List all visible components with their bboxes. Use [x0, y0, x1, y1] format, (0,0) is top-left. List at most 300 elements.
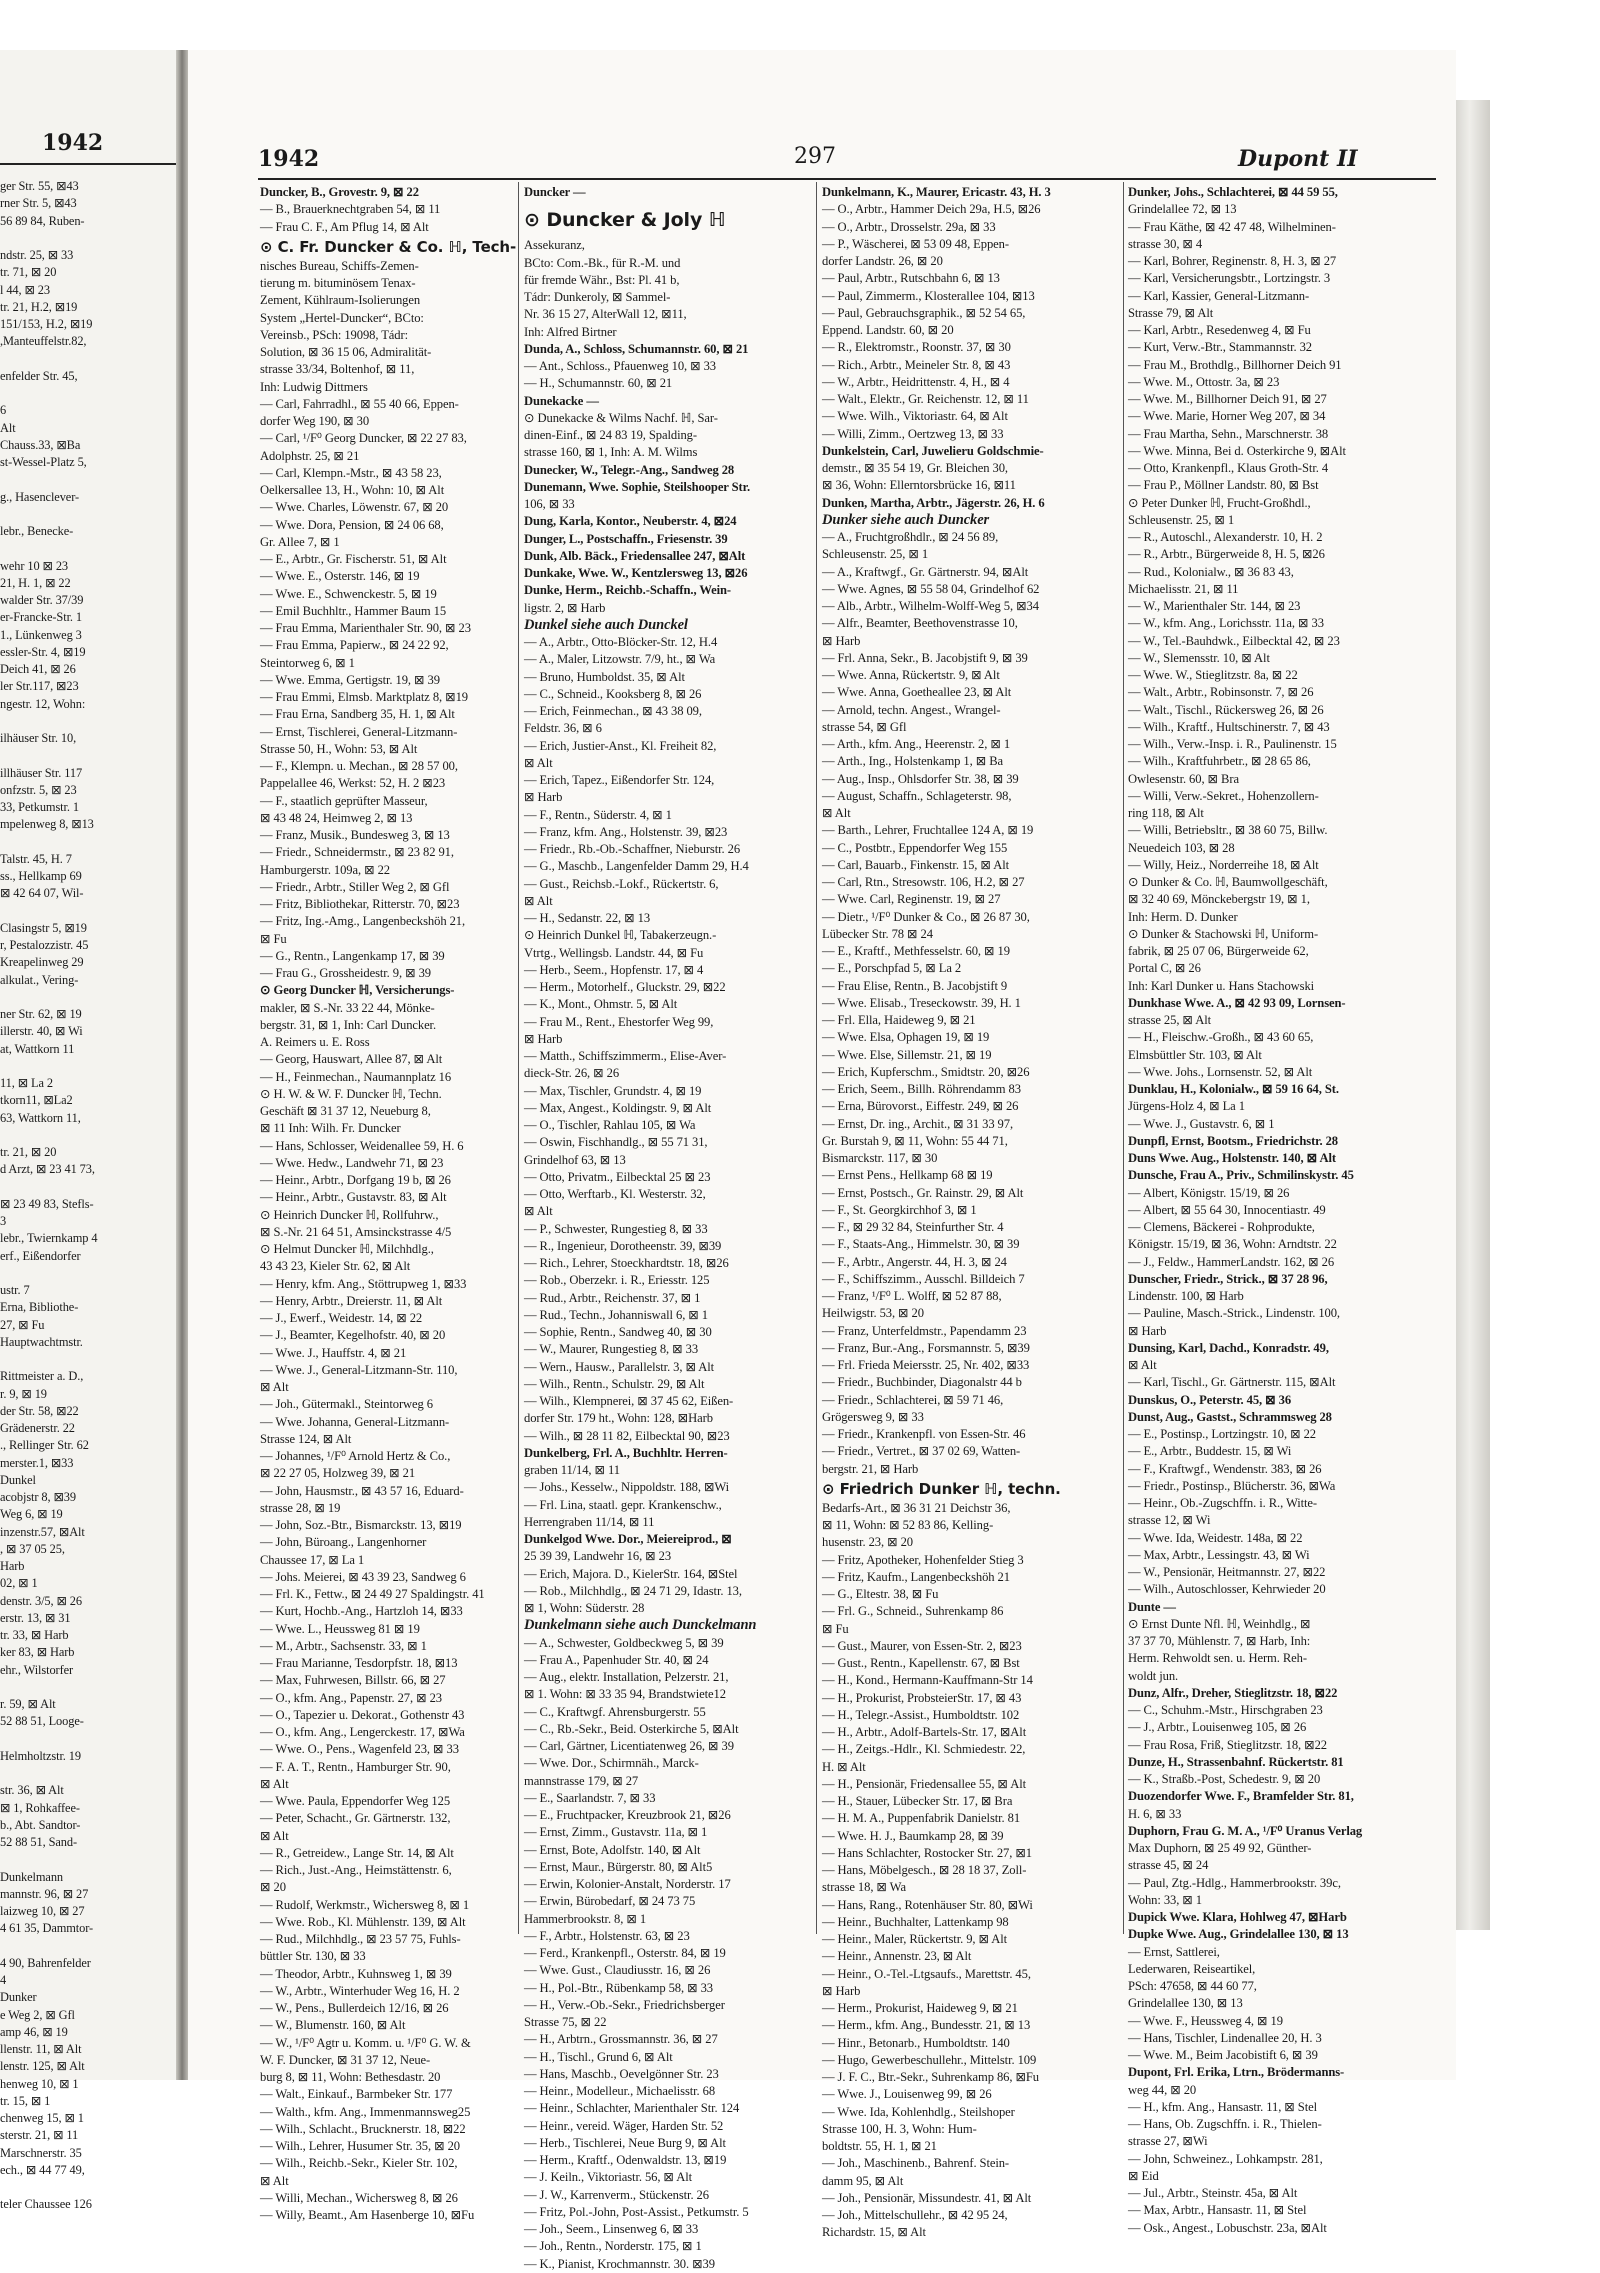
- left-page-line: Helmholtzstr. 19: [0, 1748, 81, 1763]
- directory-entry: Elmsbüttler Str. 103, ⊠ Alt: [1128, 1047, 1262, 1062]
- directory-entry: — Frau Martha, Sehn., Marschnerstr. 38: [1128, 426, 1329, 441]
- directory-entry: System „Hertel-Duncker“, BCto:: [260, 310, 424, 325]
- left-page-line: [0, 1679, 172, 1696]
- directory-entry: Bedarfs-Art., ⊠ 36 31 21 Deichstr 36,: [822, 1500, 1011, 1515]
- directory-entry-head: ⊙ Georg Duncker ℍ, Versicherungs-: [260, 983, 455, 998]
- directory-entry: — J. F. C., Btr.-Sekr., Suhrenkamp 86, ⊠Fu: [822, 2070, 1040, 2084]
- directory-entry: — Dietr., ¹/F⁰ Dunker & Co., ⊠ 26 87 30,: [822, 909, 1030, 924]
- directory-entry: nisches Bureau, Schiffs-Zemen-: [260, 258, 419, 273]
- left-page-line: ndstr. 25, ⊠ 33: [0, 248, 74, 262]
- directory-entry: ⊠ Alt: [822, 806, 851, 820]
- directory-entry: — Otto, Werftarb., Kl. Westerstr. 32,: [524, 1187, 706, 1201]
- left-page-line: Weg 6, ⊠ 19: [0, 1507, 63, 1522]
- directory-entry: — John, Schweinez., Lohkampstr. 281,: [1128, 2151, 1323, 2166]
- directory-entry-head: ⊙ Duncker & Joly ℍ: [524, 209, 726, 232]
- left-page-line: Grädenerstr. 22: [0, 1421, 75, 1435]
- left-page-line: laizweg 10, ⊠ 27: [0, 1904, 85, 1918]
- directory-entry: — Willi, Zimm., Oertzweg 13, ⊠ 33: [822, 426, 1004, 441]
- directory-entry: — Gust., Reichsb.-Lokf., Rückertstr. 6,: [524, 876, 719, 891]
- directory-entry-head: Duozendorfer Wwe. F., Bramfelder Str. 81,: [1128, 1789, 1354, 1804]
- directory-entry: — Friedr., Buchbinder, Diagonalstr 44 b: [822, 1375, 1022, 1390]
- directory-entry: ⊙ Dunekacke & Wilms Nachf. ℍ, Sar-: [524, 410, 718, 425]
- directory-entry: — Rich., Arbtr., Meineler Str. 8, ⊠ 43: [822, 357, 1011, 372]
- directory-entry: ⊠ Alt: [524, 893, 553, 908]
- directory-entry: Assekuranz,: [524, 238, 585, 253]
- left-page-line: lebr., Twiernkamp 4: [0, 1231, 98, 1246]
- directory-entry: — Hans, Ob. Zugschffn. i. R., Thielen-: [1128, 2117, 1322, 2131]
- directory-entry-head: Dunekacke —: [524, 393, 599, 408]
- running-title: Dupont II: [1238, 146, 1358, 172]
- left-page-line: 33, Petkumstr. 1: [0, 800, 79, 814]
- directory-entry: — B., Brauerknechtgraben 54, ⊠ 11: [260, 202, 441, 217]
- directory-entry: — Wwe. E., Schwenckestr. 5, ⊠ 19: [260, 586, 437, 601]
- left-page-line: 52 88 51, Looge-: [0, 1714, 84, 1729]
- directory-entry: — Frau Käthe, ⊠ 42 47 48, Wilhelminen-: [1128, 219, 1336, 234]
- directory-entry: ⊠ S.-Nr. 21 64 51, Amsinckstrasse 4/5: [260, 1224, 452, 1239]
- left-page-line: at, Wattkorn 11: [0, 1041, 75, 1056]
- directory-entry: — W., ¹/F⁰ Agtr u. Komm. u. ¹/F⁰ G. W. &: [260, 2035, 471, 2050]
- directory-entry-head: Dupick Wwe. Klara, Hohlweg 47, ⊠Harb: [1128, 1910, 1347, 1924]
- left-page-line: illhäuser Str. 117: [0, 765, 83, 780]
- directory-entry: — J., Feldw., HammerLandstr. 162, ⊠ 26: [1128, 1254, 1335, 1269]
- directory-entry: — Ernst, Postsch., Gr. Rainstr. 29, ⊠ Alt: [822, 1185, 1024, 1200]
- directory-entry: — Joh., Seem., Linsenweg 6, ⊠ 33: [524, 2222, 699, 2236]
- directory-entry: Max Duphorn, ⊠ 25 49 92, Günther-: [1128, 1841, 1312, 1855]
- directory-entry: dorfer Weg 190, ⊠ 30: [260, 414, 370, 428]
- directory-entry: Grindelallee 130, ⊠ 13: [1128, 1996, 1243, 2011]
- directory-entry-head: ⊙ Friedrich Dunker ℍ, techn.: [822, 1479, 1061, 1498]
- directory-entry: — Kurt, Hochb.-Ang., Hartzloh 14, ⊠33: [260, 1604, 463, 1619]
- left-page-line: teler Chaussee 126: [0, 2197, 92, 2212]
- directory-entry-head: Dunze, H., Strassenbahnf. Rückertstr. 81: [1128, 1754, 1344, 1769]
- directory-entry: — F., staatlich geprüfter Masseur,: [260, 793, 428, 808]
- directory-entry: demstr., ⊠ 35 54 19, Gr. Bleichen 30,: [822, 461, 1008, 475]
- left-page-line: ler Str.117, ⊠23: [0, 679, 79, 694]
- directory-entry: Strasse 50, H., Wohn: 53, ⊠ Alt: [260, 741, 418, 756]
- left-page-line: [0, 1851, 172, 1868]
- column-divider-1: [518, 182, 519, 1934]
- directory-entry-head: Dunkhase Wwe. A., ⊠ 42 93 09, Lornsen-: [1128, 995, 1346, 1010]
- directory-entry: — Wwe. Carl, Reginenstr. 19, ⊠ 27: [822, 892, 1001, 907]
- left-page-line: g., Hasenclever-: [0, 489, 79, 504]
- directory-entry: Steintorweg 6, ⊠ 1: [260, 655, 355, 670]
- directory-entry: — Frl. K., Fettw., ⊠ 24 49 27 Spaldingstr. 41: [260, 1587, 485, 1601]
- directory-entry: — Wwe. O., Pens., Wagenfeld 23, ⊠ 33: [260, 1742, 459, 1757]
- directory-entry: — H., Prokurist, ProbsteierStr. 17, ⊠ 43: [822, 1690, 1022, 1705]
- directory-entry: — Wwe. F., Heussweg 4, ⊠ 19: [1128, 2013, 1283, 2028]
- column-divider-2: [816, 182, 817, 1934]
- directory-entry: Strasse 75, ⊠ 22: [524, 2015, 607, 2029]
- directory-entry: — Wwe. H. J., Baumkamp 28, ⊠ 39: [822, 1828, 1004, 1843]
- directory-entry: — Walt., Arbtr., Robinsonstr. 7, ⊠ 26: [1128, 685, 1314, 700]
- directory-entry: — Max, Arbtr., Lessingstr. 43, ⊠ Wi: [1128, 1547, 1310, 1562]
- directory-entry: — Frau P., Möllner Landstr. 80, ⊠ Bst: [1128, 478, 1319, 493]
- surname-heading: Dunker siehe auch Duncker: [822, 511, 990, 528]
- left-page-line: r. 9, ⊠ 19: [0, 1386, 47, 1401]
- directory-entry: — Emil Buchhltr., Hammer Baum 15: [260, 603, 447, 618]
- directory-column-3: [822, 184, 1120, 2242]
- left-page-line: Dunkelmann: [0, 1869, 64, 1884]
- directory-entry-head: Dupke Wwe. Aug., Grindelallee 130, ⊠ 13: [1128, 1927, 1349, 1942]
- directory-entry: — John, Soz.-Btr., Bismarckstr. 13, ⊠19: [260, 1518, 462, 1532]
- directory-entry: — Wwe. Agnes, ⊠ 55 58 04, Grindelhof 62: [822, 581, 1040, 596]
- left-page-line: Rittmeister a. D.,: [0, 1369, 84, 1384]
- directory-entry: — Erna, Bürovorst., Eiffestr. 249, ⊠ 26: [822, 1099, 1019, 1114]
- directory-entry: — Ferd., Krankenpfl., Osterstr. 84, ⊠ 19: [524, 1946, 726, 1960]
- directory-entry: — Wilh., Klempnerei, ⊠ 37 45 62, Eißen-: [524, 1394, 734, 1408]
- directory-entry-head: Dunsing, Karl, Dachd., Konradstr. 49,: [1128, 1340, 1329, 1355]
- directory-entry: — Wwe. E., Osterstr. 146, ⊠ 19: [260, 569, 420, 584]
- directory-entry: — Wwe. J., Gustavstr. 6, ⊠ 1: [1128, 1116, 1275, 1131]
- directory-entry: — Frl. Ella, Haideweg 9, ⊠ 21: [822, 1013, 976, 1027]
- directory-entry: strasse 45, ⊠ 24: [1128, 1858, 1209, 1873]
- directory-entry-head: Duncker, B., Grovestr. 9, ⊠ 22: [260, 185, 419, 199]
- directory-entry-head: Dunecker, W., Telegr.-Ang., Sandweg 28: [524, 462, 735, 477]
- directory-entry: — Gust., Rentn., Kapellenstr. 67, ⊠ Bst: [822, 1656, 1020, 1670]
- directory-entry: — Erich, Justier-Anst., Kl. Freiheit 82,: [524, 738, 717, 753]
- directory-entry: — Karl, Tischl., Gr. Gärtnerstr. 115, ⊠Alt: [1128, 1375, 1336, 1390]
- left-page-line: 1., Lünkenweg 3: [0, 627, 82, 642]
- directory-entry: — Wwe. Anna, Rückertstr. 9, ⊠ Alt: [822, 668, 1000, 682]
- directory-entry: — Walt., Tischl., Rückersweg 26, ⊠ 26: [1128, 702, 1324, 717]
- directory-entry-head: Dunker, Johs., Schlachterei, ⊠ 44 59 55,: [1128, 185, 1338, 199]
- directory-entry: Owlesenstr. 60, ⊠ Bra: [1128, 771, 1239, 786]
- directory-entry: — Wwe. M., Ottostr. 3a, ⊠ 23: [1128, 374, 1280, 389]
- directory-entry: — F., ⊠ 29 32 84, Steinfurther Str. 4: [822, 1220, 1004, 1234]
- directory-entry: boldtstr. 55, H. 1, ⊠ 21: [822, 2139, 937, 2153]
- directory-entry: ⊠ Harb: [524, 790, 563, 805]
- directory-entry: — E., Kraftf., Methfesselstr. 60, ⊠ 19: [822, 944, 1010, 958]
- directory-entry: ⊙ Heinrich Duncker ℍ, Rollfuhrw.,: [260, 1207, 439, 1222]
- directory-entry: H. ⊠ Alt: [822, 1759, 866, 1774]
- directory-entry: — G., Maschb., Langenfelder Damm 29, H.4: [524, 859, 749, 874]
- directory-entry: — H., Sedanstr. 22, ⊠ 13: [524, 911, 651, 925]
- directory-entry: — O., kfm. Ang., Papenstr. 27, ⊠ 23: [260, 1690, 442, 1705]
- directory-entry: — W., Maurer, Rungestieg 8, ⊠ 33: [524, 1342, 699, 1357]
- directory-entry: Vtrtg., Wellingsb. Landstr. 44, ⊠ Fu: [524, 945, 704, 960]
- directory-entry-head: Dunk, Alb. Bäck., Friedensallee 247, ⊠Alt: [524, 548, 746, 563]
- directory-entry: dinen-Einf., ⊠ 24 83 19, Spalding-: [524, 428, 697, 442]
- directory-entry: — Johannes, ¹/F⁰ Arnold Hertz & Co.,: [260, 1449, 451, 1463]
- left-page-line: alkulat., Vering-: [0, 972, 79, 987]
- left-page-line: 6: [0, 403, 7, 418]
- directory-entry: — Carl, Rtn., Stresowstr. 106, H.2, ⊠ 27: [822, 875, 1025, 889]
- left-page-line: amp 46, ⊠ 19: [0, 2024, 68, 2039]
- left-page-line: Hauptwachtmstr.: [0, 1334, 83, 1349]
- directory-entry: — P., Wäscherei, ⊠ 53 09 48, Eppen-: [822, 236, 1009, 251]
- left-page-line: [0, 1179, 172, 1196]
- directory-entry: — Paul, Arbtr., Rutschbahn 6, ⊠ 13: [822, 271, 1000, 286]
- directory-entry: ⊙ Dunker & Co. ℍ, Baumwollgeschäft,: [1128, 875, 1328, 889]
- directory-entry: strasse 160, ⊠ 1, Inh: A. M. Wilms: [524, 445, 698, 460]
- directory-entry: — O., Tischler, Rahlau 105, ⊠ Wa: [524, 1118, 696, 1132]
- directory-entry: ⊠ Harb: [1128, 1323, 1167, 1338]
- directory-entry: Strasse 100, H. 3, Wohn: Hum-: [822, 2121, 977, 2136]
- directory-entry: burg 8, ⊠ 11, Wohn: Bethesdastr. 20: [260, 2070, 441, 2084]
- directory-entry: — Wilh., Kraftf., Hultschinerstr. 7, ⊠ 43: [1128, 719, 1330, 734]
- directory-entry: — Frau Erna, Sandberg 35, H. 1, ⊠ Alt: [260, 707, 455, 722]
- directory-entry: Strasse 124, ⊠ Alt: [260, 1431, 352, 1446]
- directory-entry: — F., St. Georgkirchhof 3, ⊠ 1: [822, 1202, 977, 1217]
- directory-entry-head: ⊙ C. Fr. Duncker & Co. ℍ, Tech-: [260, 237, 517, 256]
- directory-entry: ⊠ Alt: [260, 2173, 289, 2188]
- directory-entry: — Wwe. Else, Sillemstr. 21, ⊠ 19: [822, 1047, 992, 1062]
- directory-entry: Geschäft ⊠ 31 37 12, Neueburg 8,: [260, 1104, 431, 1118]
- directory-entry: ⊠ Alt: [524, 1204, 553, 1219]
- directory-entry: — W., Blumenstr. 160, ⊠ Alt: [260, 2018, 406, 2033]
- directory-entry: — O., Arbtr., Drosselstr. 29a, ⊠ 33: [822, 219, 996, 234]
- directory-entry: — Rich., Just.-Ang., Heimstättenstr. 6,: [260, 1863, 452, 1877]
- directory-entry-head: Duns Wwe. Aug., Holstenstr. 140, ⊠ Alt: [1128, 1151, 1336, 1165]
- left-page-line: walder Str. 37/39: [0, 593, 84, 607]
- directory-entry: — Erich, Feinmechan., ⊠ 43 38 09,: [524, 704, 702, 718]
- directory-entry: — C., Postbtr., Eppendorfer Weg 155: [822, 840, 1008, 855]
- directory-entry: — E., Saarlandstr. 7, ⊠ 33: [524, 1790, 656, 1805]
- directory-entry: — Erwin, Bürobedarf, ⊠ 24 73 75: [524, 1894, 696, 1909]
- directory-entry: Strasse 79, ⊠ Alt: [1128, 305, 1214, 320]
- directory-entry: — Carl, Klempn.-Mstr., ⊠ 43 58 23,: [260, 465, 442, 480]
- directory-entry: — Herb., Seem., Hopfenstr. 17, ⊠ 4: [524, 962, 704, 977]
- directory-entry: W. F. Duncker, ⊠ 31 37 12, Neue-: [260, 2052, 431, 2067]
- directory-entry: — Friedr., Schlachterei, ⊠ 59 71 46,: [822, 1392, 1004, 1407]
- directory-entry: ⊠ 22 27 05, Holzweg 39, ⊠ 21: [260, 1466, 416, 1481]
- directory-entry: — Carl, ¹/F⁰ Georg Duncker, ⊠ 22 27 83,: [260, 431, 467, 446]
- directory-entry-head: Dunemann, Wwe. Sophie, Steilshooper Str.: [524, 479, 750, 494]
- directory-entry: Heilwigstr. 53, ⊠ 20: [822, 1306, 924, 1321]
- left-page-line: tr. 15, ⊠ 1: [0, 2093, 51, 2108]
- directory-entry: 43 43 23, Kieler Str. 62, ⊠ Alt: [260, 1259, 411, 1274]
- directory-entry: — Erich, Tapez., Eißendorfer Str. 124,: [524, 773, 715, 787]
- directory-entry: ⊠ 43 48 24, Heimweg 2, ⊠ 13: [260, 810, 413, 825]
- directory-entry: — Karl, Versicherungsbtr., Lortzingstr. 3: [1128, 271, 1331, 286]
- directory-entry: — Paul, Gebrauchsgraphik., ⊠ 52 54 65,: [822, 305, 1026, 320]
- directory-entry: — Frau Emma, Marienthaler Str. 90, ⊠ 23: [260, 621, 471, 635]
- directory-entry: ⊙ Heinrich Dunkel ℍ, Tabakerzeugn.-: [524, 928, 717, 943]
- directory-entry: — Rich., Lehrer, Stoeckhardtstr. 18, ⊠26: [524, 1256, 729, 1270]
- directory-entry: — Frau A., Papenhuder Str. 40, ⊠ 24: [524, 1652, 709, 1667]
- directory-column-2: [524, 184, 812, 2273]
- directory-entry: strasse 25, ⊠ Alt: [1128, 1013, 1212, 1027]
- left-page-line: 27, ⊠ Fu: [0, 1317, 45, 1332]
- directory-entry: — G., Eltestr. 38, ⊠ Fu: [822, 1587, 939, 1601]
- left-page-line: ker 83, ⊠ Harb: [0, 1645, 75, 1660]
- directory-entry: — Wilh., Verw.-Insp. i. R., Paulinenstr. 15: [1128, 737, 1337, 751]
- directory-entry: — Hinr., Betonarb., Humboldtstr. 140: [822, 2035, 1010, 2050]
- directory-entry: ⊠ Alt: [260, 1828, 289, 1843]
- left-page-line: essler-Str. 4, ⊠19: [0, 644, 86, 659]
- left-page-line: acobjstr 8, ⊠39: [0, 1490, 76, 1504]
- directory-entry: — Henry, kfm. Ang., Stöttrupweg 1, ⊠33: [260, 1276, 467, 1291]
- left-page-line: 11, ⊠ La 2: [0, 1076, 53, 1090]
- left-page-header-rule: [0, 163, 176, 165]
- directory-entry: — W., Tel.-Bauhdwk., Eilbecktal 42, ⊠ 23: [1128, 633, 1340, 648]
- directory-entry: 106, ⊠ 33: [524, 497, 575, 511]
- left-page-line: ner Str. 62, ⊠ 19: [0, 1007, 82, 1021]
- directory-entry: Schleusenstr. 25, ⊠ 1: [1128, 512, 1235, 527]
- directory-entry: — Franz, Bur.-Ang., Forsmannstr. 5, ⊠39: [822, 1340, 1030, 1355]
- left-page-line: denstr. 3/5, ⊠ 26: [0, 1593, 82, 1608]
- directory-entry-head: Dunkelgod Wwe. Dor., Meiereiprod., ⊠: [524, 1532, 732, 1546]
- directory-entry: — W., Pens., Bullerdeich 12/16, ⊠ 26: [260, 2001, 449, 2015]
- left-page-line: llenstr. 11, ⊠ Alt: [0, 2042, 82, 2056]
- left-page-column: [0, 178, 172, 2214]
- directory-entry: — Albert, ⊠ 55 64 30, Innocentiastr. 49: [1128, 1202, 1326, 1217]
- directory-entry: — Frl. Frieda Meiersstr. 25, Nr. 402, ⊠33: [822, 1358, 1030, 1372]
- directory-entry: — Gust., Maurer, von Essen-Str. 2, ⊠23: [822, 1638, 1022, 1653]
- left-page-line: st-Wessel-Platz 5,: [0, 455, 87, 469]
- directory-entry: — H., Feinmechan., Naumannplatz 16: [260, 1069, 452, 1084]
- directory-entry: — A., Fruchtgroßhdlr., ⊠ 24 56 89,: [822, 530, 999, 544]
- directory-entry: — F., Schiffszimm., Ausschl. Billdeich 7: [822, 1271, 1025, 1286]
- directory-entry: — Frl. G., Schneid., Suhrenkamp 86: [822, 1604, 1004, 1619]
- directory-entry: — H., Zeitgs.-Hdlr., Kl. Schmiedestr. 22,: [822, 1742, 1026, 1757]
- directory-entry: — Karl, Bohrer, Reginenstr. 8, H. 3, ⊠ 27: [1128, 254, 1337, 268]
- directory-entry: Gr. Allee 7, ⊠ 1: [260, 534, 340, 549]
- directory-entry: fabrik, ⊠ 25 07 06, Bürgerweide 62,: [1128, 944, 1309, 958]
- directory-entry: — Wilh., Lehrer, Husumer Str. 35, ⊠ 20: [260, 2139, 460, 2153]
- directory-entry: — A., Kraftwgf., Gr. Gärtnerstr. 94, ⊠Alt: [822, 564, 1029, 579]
- directory-entry: — Clemens, Bäckerei - Rohprodukte,: [1128, 1220, 1315, 1234]
- directory-entry-head: Dunda, A., Schloss, Schumannstr. 60, ⊠ 21: [524, 341, 749, 356]
- directory-entry: — H., Schumannstr. 60, ⊠ 21: [524, 376, 673, 391]
- directory-entry: — Frau Elise, Rentn., B. Jacobjstift 9: [822, 978, 1008, 993]
- directory-entry: — H., Arbtrn., Grossmannstr. 36, ⊠ 27: [524, 2032, 718, 2047]
- directory-entry: — Heinr., Schlachter, Marienthaler Str. 124: [524, 2101, 740, 2116]
- directory-entry: — Wilh., Reichb.-Sekr., Kieler Str. 102,: [260, 2156, 458, 2171]
- directory-entry: — C., Schuhm.-Mstr., Hirschgraben 23: [1128, 1703, 1323, 1717]
- left-page-line: ech., ⊠ 44 77 49,: [0, 2162, 85, 2177]
- directory-entry: — J. W., Karrenverm., Stückenstr. 26: [524, 2187, 709, 2202]
- directory-entry: — Carl, Gärtner, Licentiatenweg 26, ⊠ 39: [524, 1739, 734, 1753]
- directory-entry: — Joh., Mittelschullehr., ⊠ 42 95 24,: [822, 2208, 1008, 2222]
- directory-entry: Lederwaren, Reiseartikel,: [1128, 1961, 1256, 1976]
- directory-entry: — Wwe. Marie, Horner Weg 207, ⊠ 34: [1128, 409, 1326, 424]
- directory-entry: — Hans, Tischler, Lindenallee 20, H. 3: [1128, 2030, 1322, 2045]
- left-page-line: Kreapelinweg 29: [0, 955, 84, 970]
- directory-entry: ⊠ Fu: [260, 931, 287, 946]
- directory-entry: — Heinr., Arbtr., Dorfgang 19 b, ⊠ 26: [260, 1173, 451, 1187]
- left-page-line: ehr., Wilstorfer: [0, 1662, 74, 1677]
- directory-entry: — M., Arbtr., Sachsenstr. 33, ⊠ 1: [260, 1638, 427, 1653]
- directory-entry: — W., Marienthaler Str. 144, ⊠ 23: [1128, 599, 1301, 613]
- directory-entry: — Wwe. J., General-Litzmann-Str. 110,: [260, 1362, 458, 1377]
- directory-entry: — F., Arbtr., Holstenstr. 63, ⊠ 23: [524, 1928, 690, 1943]
- directory-entry: — Wwe. J., Hauffstr. 4, ⊠ 21: [260, 1345, 407, 1360]
- directory-entry: dorfer Str. 179 ht., Wohn: 128, ⊠Harb: [524, 1411, 713, 1426]
- directory-entry: büttler Str. 130, ⊠ 33: [260, 1949, 366, 1964]
- left-page-line: 151/153, H.2, ⊠19: [0, 317, 93, 331]
- directory-entry: ⊠ 11, Wohn: ⊠ 52 83 86, Kelling-: [822, 1518, 994, 1532]
- left-page-line: rner Str. 5, ⊠43: [0, 196, 77, 211]
- directory-entry: — Hans, Maschb., Oevelgönner Str. 23: [524, 2066, 719, 2081]
- directory-entry: — J., Beamter, Kegelhofstr. 40, ⊠ 20: [260, 1328, 446, 1343]
- left-page-line: , ⊠ 37 05 25,: [0, 1541, 65, 1556]
- directory-entry: ⊠ Alt: [524, 755, 553, 770]
- directory-entry: — Henry, Arbtr., Dreierstr. 11, ⊠ Alt: [260, 1293, 443, 1308]
- directory-entry: A. Reimers u. E. Ross: [260, 1035, 370, 1049]
- directory-entry: Nr. 36 15 27, AlterWall 12, ⊠11,: [524, 307, 687, 322]
- surname-heading: Dunkel siehe auch Dunckel: [524, 616, 688, 633]
- directory-entry: — Joh., Pensionär, Missundestr. 41, ⊠ Alt: [822, 2190, 1032, 2205]
- directory-entry: für fremde Währ., Bst: Pl. 41 b,: [524, 272, 680, 287]
- directory-entry: — Fritz, Apotheker, Hohenfelder Stieg 3: [822, 1552, 1024, 1567]
- directory-entry: — Karl, Kassier, General-Litzmann-: [1128, 288, 1310, 303]
- directory-entry: — Willi, Verw.-Sekret., Hohenzollern-: [1128, 788, 1319, 803]
- directory-entry-head: Duncker —: [524, 185, 586, 199]
- directory-entry: — Hans, Rang., Rotenhäuser Str. 80, ⊠Wi: [822, 1897, 1033, 1912]
- directory-entry: Grögersweg 9, ⊠ 33: [822, 1409, 924, 1424]
- directory-entry: — Herm., Prokurist, Haideweg 9, ⊠ 21: [822, 2001, 1018, 2015]
- left-page-line: Clasingstr 5, ⊠19: [0, 920, 87, 935]
- directory-entry: Inh: Ludwig Dittmers: [260, 379, 368, 394]
- left-page-line: ⊠ 23 49 83, Stefls-: [0, 1196, 94, 1211]
- book-gutter: [176, 50, 188, 2080]
- directory-entry: ⊠ Harb: [822, 633, 861, 648]
- directory-entry: — Frau M., Brothdlg., Billhorner Deich 91: [1128, 357, 1342, 372]
- directory-entry: — C., Kraftwgf. Ahrensburgerstr. 55: [524, 1704, 706, 1719]
- directory-entry: — Joh., Gütermakl., Steintorweg 6: [260, 1397, 433, 1412]
- directory-entry: — O., kfm. Ang., Lengerckestr. 17, ⊠Wa: [260, 1725, 465, 1739]
- directory-entry: — Kurt, Verw.-Btr., Stammannstr. 32: [1128, 340, 1312, 355]
- directory-entry: — Hans Schlachter, Rostocker Str. 27, ⊠1: [822, 1845, 1032, 1860]
- directory-entry: Lindenstr. 100, ⊠ Harb: [1128, 1289, 1244, 1303]
- directory-entry: — Bruno, Humboldst. 35, ⊠ Alt: [524, 669, 685, 684]
- directory-entry: — Willy, Heiz., Norderreihe 18, ⊠ Alt: [1128, 857, 1319, 872]
- directory-entry: — Wilh., Kraftfuhrbetr., ⊠ 28 65 86,: [1128, 754, 1311, 769]
- directory-entry: — F. A. T., Rentn., Hamburger Str. 90,: [260, 1759, 451, 1774]
- left-page-line: Talstr. 45, H. 7: [0, 851, 72, 866]
- directory-entry: ⊠ 11 Inh: Wilh. Fr. Duncker: [260, 1121, 401, 1136]
- directory-entry: — Frl. Lina, staatl. gepr. Krankenschw.,: [524, 1497, 722, 1512]
- directory-entry: — O., Tapezier u. Dekorat., Gothenstr 43: [260, 1707, 465, 1722]
- directory-entry: ⊙ Dunker & Stachowski ℍ, Uniform-: [1128, 926, 1319, 941]
- directory-entry: — Rud., Arbtr., Reichenstr. 37, ⊠ 1: [524, 1290, 701, 1305]
- directory-entry: ⊙ Ernst Dunte Nfl. ℍ, Weinhdlg., ⊠: [1128, 1616, 1311, 1631]
- directory-entry: — Ant., Schloss., Pfauenweg 10, ⊠ 33: [524, 359, 717, 373]
- directory-entry: strasse 27, ⊠Wi: [1128, 2134, 1208, 2149]
- directory-entry: Portal C, ⊠ 26: [1128, 961, 1201, 976]
- directory-entry: ligstr. 2, ⊠ Harb: [524, 600, 606, 615]
- directory-entry: — Wwe. Elisab., Treseckowstr. 39, H. 1: [822, 995, 1021, 1010]
- directory-entry: — Wwe. Ida, Weidestr. 148a, ⊠ 22: [1128, 1530, 1303, 1545]
- directory-entry: — Wilh., ⊠ 28 11 82, Eilbecktal 90, ⊠23: [524, 1428, 730, 1443]
- directory-entry: BCto: Com.-Bk., für R.-M. und: [524, 255, 681, 270]
- left-page-line: str. 36, ⊠ Alt: [0, 1783, 64, 1798]
- directory-entry-head: Dunte —: [1128, 1599, 1176, 1614]
- directory-entry: — F., Staats-Ang., Himmelstr. 30, ⊠ 39: [822, 1237, 1020, 1252]
- directory-entry: Inh: Alfred Birtner: [524, 324, 617, 339]
- left-page-line: erstr. 13, ⊠ 31: [0, 1610, 71, 1625]
- directory-entry: — Willi, Betriebsltr., ⊠ 38 60 75, Billw.: [1128, 823, 1328, 838]
- left-page-line: [0, 385, 172, 402]
- left-page: [0, 50, 182, 2212]
- directory-entry: — H., Verw.-Ob.-Sekr., Friedrichsberger: [524, 1997, 725, 2012]
- left-page-line: 21, H. 1, ⊠ 22: [0, 575, 71, 590]
- directory-entry: — F., Rentn., Süderstr. 4, ⊠ 1: [524, 807, 672, 822]
- directory-entry: — Wwe. Dora, Pension, ⊠ 24 06 68,: [260, 517, 444, 532]
- directory-entry: — Heinr., Ob.-Zugschffn. i. R., Witte-: [1128, 1496, 1318, 1510]
- directory-entry: — Arth., kfm. Ang., Heerenstr. 2, ⊠ 1: [822, 737, 1011, 751]
- directory-entry: — W., Arbtr., Winterhuder Weg 16, H. 2: [260, 1983, 460, 1998]
- directory-entry: — R., Autoschl., Alexanderstr. 10, H. 2: [1128, 530, 1323, 544]
- directory-entry: — Otto, Privatm., Eilbecktal 25 ⊠ 23: [524, 1169, 711, 1184]
- directory-entry: Feldstr. 36, ⊠ 6: [524, 721, 602, 736]
- directory-entry: — Joh., Rentn., Norderstr. 175, ⊠ 1: [524, 2239, 702, 2254]
- directory-entry: — Frau Emmi, Elmsb. Marktplatz 8, ⊠19: [260, 690, 468, 704]
- directory-entry: — Franz, Unterfeldmstr., Papendamm 23: [822, 1323, 1027, 1338]
- directory-entry: — Wwe. Anna, Goetheallee 23, ⊠ Alt: [822, 685, 1012, 700]
- directory-entry: — Herm., Kraftf., Odenwaldstr. 13, ⊠19: [524, 2153, 727, 2167]
